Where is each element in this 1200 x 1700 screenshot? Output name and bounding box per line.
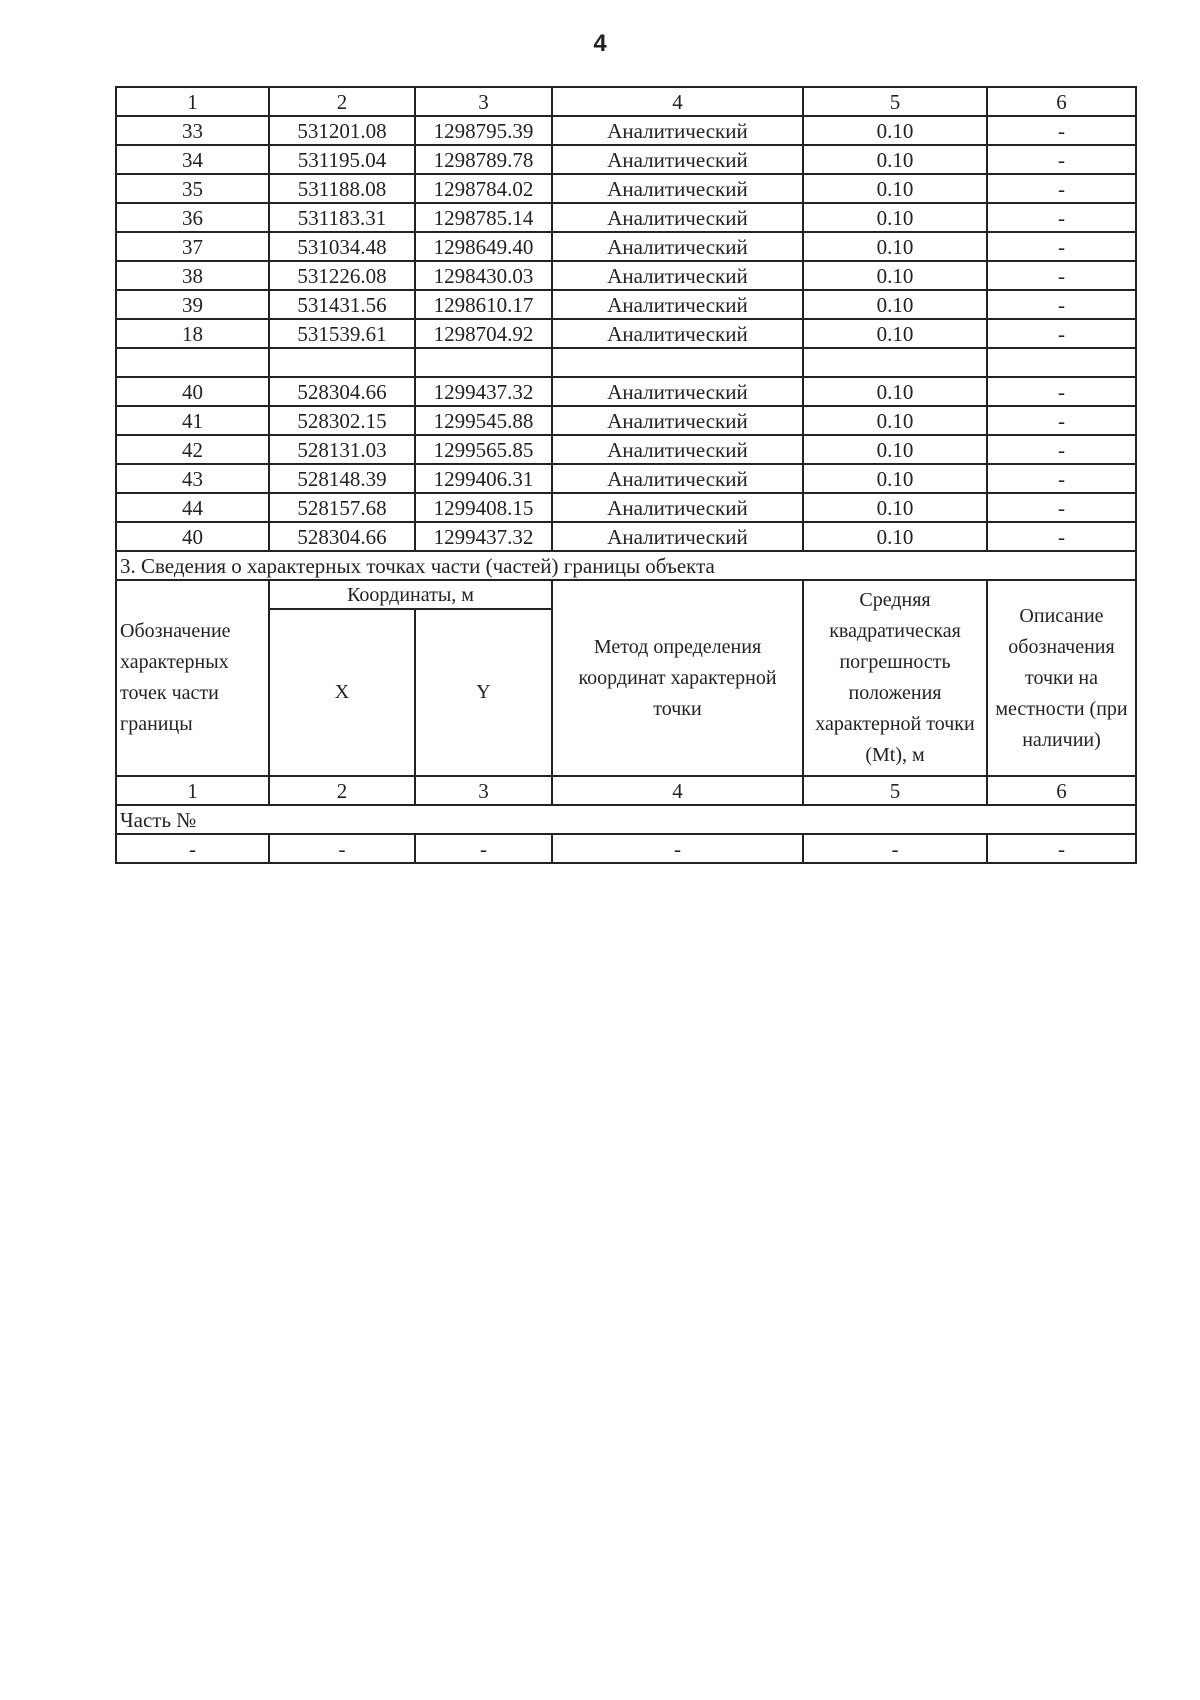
column-number: 1	[116, 87, 269, 116]
table-cell: 34	[116, 145, 269, 174]
table-row	[116, 522, 1136, 551]
table-row	[116, 261, 1136, 290]
table-cell: 0.10	[803, 290, 987, 319]
table-cell: 531226.08	[269, 261, 415, 290]
table-cell: 531201.08	[269, 116, 415, 145]
table-cell: 35	[116, 174, 269, 203]
table-cell: 0.10	[803, 203, 987, 232]
table-row	[116, 145, 1136, 174]
table-cell: 528304.66	[269, 377, 415, 406]
column-number: 4	[552, 776, 803, 805]
table-cell: Аналитический	[552, 319, 803, 348]
table-cell: Аналитический	[552, 116, 803, 145]
table-cell: -	[987, 493, 1136, 522]
table-cell: Аналитический	[552, 406, 803, 435]
table-row	[116, 435, 1136, 464]
table-row	[116, 232, 1136, 261]
table-cell: -	[116, 834, 269, 863]
table-row	[116, 203, 1136, 232]
table-row	[116, 464, 1136, 493]
table-cell: Аналитический	[552, 464, 803, 493]
table-cell: -	[987, 261, 1136, 290]
table-cell: 1298649.40	[415, 232, 552, 261]
column-number: 2	[269, 776, 415, 805]
table-cell: 18	[116, 319, 269, 348]
part-label: Часть №	[116, 805, 1136, 834]
table-cell: 33	[116, 116, 269, 145]
table-cell: 1299437.32	[415, 377, 552, 406]
table-cell: -	[987, 522, 1136, 551]
column-number-row	[116, 87, 1136, 116]
table-cell: 0.10	[803, 377, 987, 406]
table-cell: -	[987, 174, 1136, 203]
table-row	[116, 174, 1136, 203]
column-number: 1	[116, 776, 269, 805]
table-cell: 528304.66	[269, 522, 415, 551]
table-cell: -	[987, 290, 1136, 319]
table-cell: -	[987, 435, 1136, 464]
table-cell: -	[987, 232, 1136, 261]
table-cell: Аналитический	[552, 290, 803, 319]
empty-cell	[987, 348, 1136, 377]
table-cell: 528302.15	[269, 406, 415, 435]
header-y: Y	[415, 609, 552, 776]
table-cell: -	[987, 116, 1136, 145]
table-cell: 0.10	[803, 406, 987, 435]
table-cell: 1298704.92	[415, 319, 552, 348]
table-cell: 0.10	[803, 261, 987, 290]
table-cell: 1298785.14	[415, 203, 552, 232]
table-cell: 37	[116, 232, 269, 261]
table-cell: Аналитический	[552, 493, 803, 522]
table-cell: 36	[116, 203, 269, 232]
table-cell: -	[987, 377, 1136, 406]
table-row	[116, 116, 1136, 145]
table-cell: 531188.08	[269, 174, 415, 203]
table-cell: 1299545.88	[415, 406, 552, 435]
table-cell: 1298784.02	[415, 174, 552, 203]
table-cell: -	[987, 319, 1136, 348]
table-cell: 0.10	[803, 116, 987, 145]
table-cell: 528131.03	[269, 435, 415, 464]
table-cell: -	[987, 203, 1136, 232]
table-cell: 40	[116, 522, 269, 551]
table-cell: 531539.61	[269, 319, 415, 348]
dash-row	[116, 834, 1136, 863]
table-cell: Аналитический	[552, 522, 803, 551]
table-row	[116, 319, 1136, 348]
table-cell: 1298430.03	[415, 261, 552, 290]
table-cell: Аналитический	[552, 232, 803, 261]
table-cell: 1299406.31	[415, 464, 552, 493]
table-cell: -	[987, 406, 1136, 435]
page-number: 4	[593, 30, 607, 57]
column-number: 5	[803, 776, 987, 805]
header-x: X	[269, 609, 415, 776]
column-number: 3	[415, 776, 552, 805]
header-mean-square-error: Средняя квадратическая погрешность положения характерной точки (Mt), м	[803, 580, 987, 776]
table-row	[116, 406, 1136, 435]
table-cell: 1298610.17	[415, 290, 552, 319]
table-cell: 1298789.78	[415, 145, 552, 174]
header-row	[116, 580, 1136, 609]
header-coordinates: Координаты, м	[269, 580, 552, 609]
table-cell: 0.10	[803, 145, 987, 174]
table-cell: Аналитический	[552, 377, 803, 406]
table-cell: Аналитический	[552, 203, 803, 232]
table-cell: 531431.56	[269, 290, 415, 319]
table-cell: 44	[116, 493, 269, 522]
table-cell: 531183.31	[269, 203, 415, 232]
column-number: 5	[803, 87, 987, 116]
table-row	[116, 377, 1136, 406]
table-cell: Аналитический	[552, 174, 803, 203]
table-cell: 43	[116, 464, 269, 493]
column-number: 2	[269, 87, 415, 116]
table-cell: -	[987, 834, 1136, 863]
table-cell: 0.10	[803, 493, 987, 522]
empty-cell	[552, 348, 803, 377]
table-cell: 0.10	[803, 174, 987, 203]
table-cell: Аналитический	[552, 145, 803, 174]
table-cell: 0.10	[803, 435, 987, 464]
table-cell: 0.10	[803, 522, 987, 551]
part-label-row	[116, 805, 1136, 834]
empty-cell	[415, 348, 552, 377]
table-cell: -	[552, 834, 803, 863]
table-cell: -	[987, 145, 1136, 174]
empty-cell	[116, 348, 269, 377]
table-cell: 528157.68	[269, 493, 415, 522]
header-method: Метод определения координат характерной точки	[552, 580, 803, 776]
table-cell: 1299565.85	[415, 435, 552, 464]
table-cell: 1298795.39	[415, 116, 552, 145]
table-cell: -	[803, 834, 987, 863]
column-number: 6	[987, 87, 1136, 116]
coordinates-table	[115, 86, 1137, 864]
table-cell: 40	[116, 377, 269, 406]
header-point-designation: Обозначение характерных точек части границы	[116, 580, 269, 776]
header-point-description: Описание обозначения точки на местности (при наличии)	[987, 580, 1136, 776]
table-cell: 1299437.32	[415, 522, 552, 551]
empty-row	[116, 348, 1136, 377]
table-cell: 41	[116, 406, 269, 435]
table-cell: 1299408.15	[415, 493, 552, 522]
table-cell: 0.10	[803, 464, 987, 493]
section-title: 3. Сведения о характерных точках части (частей) границы объекта	[116, 551, 1136, 580]
table-cell: Аналитический	[552, 435, 803, 464]
empty-cell	[269, 348, 415, 377]
column-number-row	[116, 776, 1136, 805]
table-cell: 531195.04	[269, 145, 415, 174]
section-title-row	[116, 551, 1136, 580]
table-cell: 0.10	[803, 232, 987, 261]
table-row	[116, 493, 1136, 522]
table-cell: 528148.39	[269, 464, 415, 493]
table-row	[116, 290, 1136, 319]
empty-cell	[803, 348, 987, 377]
column-number: 4	[552, 87, 803, 116]
table-cell: 42	[116, 435, 269, 464]
table-cell: 0.10	[803, 319, 987, 348]
table-cell: -	[269, 834, 415, 863]
table-cell: Аналитический	[552, 261, 803, 290]
table-cell: 38	[116, 261, 269, 290]
column-number: 3	[415, 87, 552, 116]
table-cell: -	[415, 834, 552, 863]
table-cell: -	[987, 464, 1136, 493]
table-cell: 39	[116, 290, 269, 319]
column-number: 6	[987, 776, 1136, 805]
table-cell: 531034.48	[269, 232, 415, 261]
